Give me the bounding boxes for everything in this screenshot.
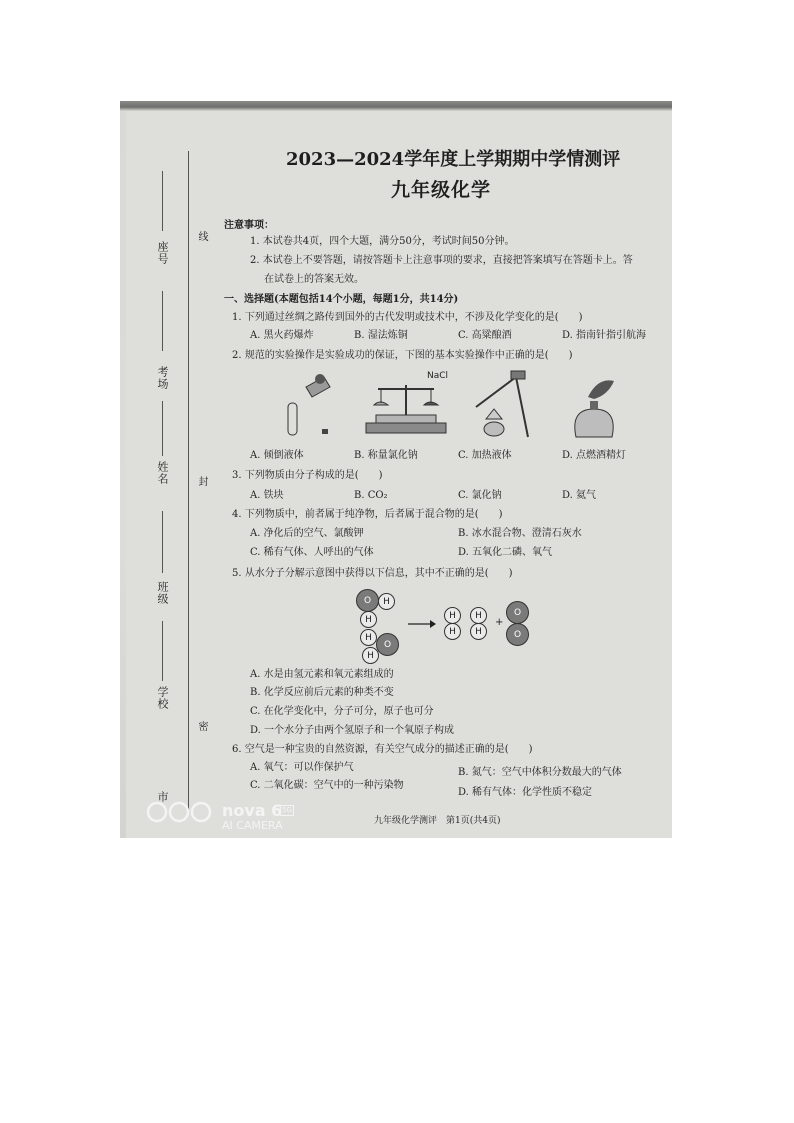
page-footer: 九年级化学测评 第1页(共4页) xyxy=(374,816,501,826)
q6-option-d: D. 稀有气体：化学性质不稳定 xyxy=(458,787,593,798)
side-class-label: 班级 xyxy=(156,581,169,605)
exam-paper xyxy=(126,111,672,838)
notice-item-2: 2. 本试卷上不要答题，请按答题卡上注意事项的要求，直接把答案填写在答题卡上。答 xyxy=(250,255,633,266)
notice-item-3: 在试卷上的答案无效。 xyxy=(264,274,364,285)
name-underline xyxy=(162,401,163,456)
notice-heading: 注意事项： xyxy=(224,220,274,231)
reaction-arrow-icon xyxy=(408,619,436,629)
side-city-label: 市 xyxy=(156,791,169,803)
alcohol-lamp-figure xyxy=(575,380,614,437)
atom-h: H xyxy=(360,611,377,628)
q3-option-c: C. 氯化钠 xyxy=(458,490,502,501)
q1-option-d: D. 指南针指引航海 xyxy=(562,330,647,341)
side-mi-mark: 密 xyxy=(196,721,207,732)
watermark-brand: nova 6 xyxy=(222,801,283,820)
q4-option-a: A. 净化后的空气、氯酸钾 xyxy=(250,528,364,539)
atom-h: H xyxy=(444,607,461,624)
q5-stem: 5. 从水分子分解示意图中获得以下信息，其中不正确的是( ) xyxy=(232,568,513,579)
atom-h: H xyxy=(444,623,461,640)
q4-stem: 4. 下列物质中，前者属于纯净物，后者属于混合物的是( ) xyxy=(232,509,503,520)
q6-option-b: B. 氮气：空气中体积分数最大的气体 xyxy=(458,767,622,778)
q1-option-a: A. 黑火药爆炸 xyxy=(250,330,314,341)
side-line-mark: 线 xyxy=(196,231,207,242)
atom-h: H xyxy=(360,629,377,646)
atom-h: H xyxy=(470,607,487,624)
atom-o: O xyxy=(376,633,399,656)
heating-figure xyxy=(476,371,528,437)
q1-option-c: C. 高粱酿酒 xyxy=(458,330,512,341)
exam-subtitle: 九年级化学 xyxy=(391,179,492,201)
q3-option-b: B. CO₂ xyxy=(354,490,388,501)
q4-option-c: C. 稀有气体、人呼出的气体 xyxy=(250,547,374,558)
watermark-camera: AI CAMERA xyxy=(222,819,283,832)
q5-option-c: C. 在化学变化中，分子可分，原子也可分 xyxy=(250,706,434,717)
atom-h: H xyxy=(470,623,487,640)
side-seal-mark: 封 xyxy=(196,476,207,487)
atom-o: O xyxy=(506,623,529,646)
camera-logo-icon xyxy=(146,801,218,823)
room-underline xyxy=(162,291,163,351)
q5-option-d: D. 一个水分子由两个氢原子和一个氧原子构成 xyxy=(250,725,455,736)
q5-option-b: B. 化学反应前后元素的种类不变 xyxy=(250,687,394,698)
q2-option-b: B. 称量氯化钠 xyxy=(354,450,418,461)
photo-frame xyxy=(120,101,672,838)
q2-option-c: C. 加热液体 xyxy=(458,450,512,461)
side-room-label: 考场 xyxy=(156,366,169,390)
seat-underline xyxy=(162,171,163,231)
plus-sign: + xyxy=(495,617,504,628)
notice-item-1: 1. 本试卷共4页，四个大题，满分50分，考试时间50分钟。 xyxy=(250,236,515,247)
q5-option-a: A. 水是由氢元素和氧元素组成的 xyxy=(250,669,394,680)
q2-stem: 2. 规范的实验操作是实验成功的保证，下图的基本实验操作中正确的是( ) xyxy=(232,350,573,361)
nacl-label: NaCl xyxy=(427,371,449,381)
q3-option-a: A. 铁块 xyxy=(250,490,284,501)
atom-h: H xyxy=(378,593,395,610)
q3-option-d: D. 氦气 xyxy=(562,490,597,501)
atom-h: H xyxy=(362,647,379,664)
q1-stem: 1. 下列通过丝绸之路传到国外的古代发明或技术中，不涉及化学变化的是( ) xyxy=(232,312,583,323)
q4-option-b: B. 冰水混合物、澄清石灰水 xyxy=(458,528,582,539)
school-underline xyxy=(162,621,163,681)
q6-stem: 6. 空气是一种宝贵的自然资源，有关空气成分的描述正确的是( ) xyxy=(232,744,533,755)
side-name-label: 姓名 xyxy=(156,461,169,485)
atom-o: O xyxy=(506,601,529,624)
side-seat-label: 座号 xyxy=(156,241,169,265)
watermark-badge: 5G xyxy=(282,806,292,814)
pour-liquid-figure xyxy=(288,374,330,435)
side-school-label: 学校 xyxy=(156,686,169,710)
q6-option-c: C. 二氧化碳：空气中的一种污染物 xyxy=(250,780,404,791)
section-1-heading: 一、选择题(本题包括14个小题，每题1分，共14分) xyxy=(224,294,459,305)
exam-title: 2023—2024学年度上学期期中学情测评 xyxy=(286,149,621,170)
q6-option-a: A. 氧气：可以作保护气 xyxy=(250,762,354,773)
atom-o: O xyxy=(356,589,379,612)
q3-stem: 3. 下列物质由分子构成的是( ) xyxy=(232,470,383,481)
balance-figure xyxy=(366,385,446,433)
class-underline xyxy=(162,511,163,573)
q2-option-a: A. 倾倒液体 xyxy=(250,450,304,461)
q4-option-d: D. 五氧化二磷、氧气 xyxy=(458,547,553,558)
binding-line xyxy=(188,151,189,811)
q2-option-d: D. 点燃酒精灯 xyxy=(562,450,627,461)
q1-option-b: B. 湿法炼铜 xyxy=(354,330,408,341)
q2-apparatus-figure xyxy=(266,367,646,447)
